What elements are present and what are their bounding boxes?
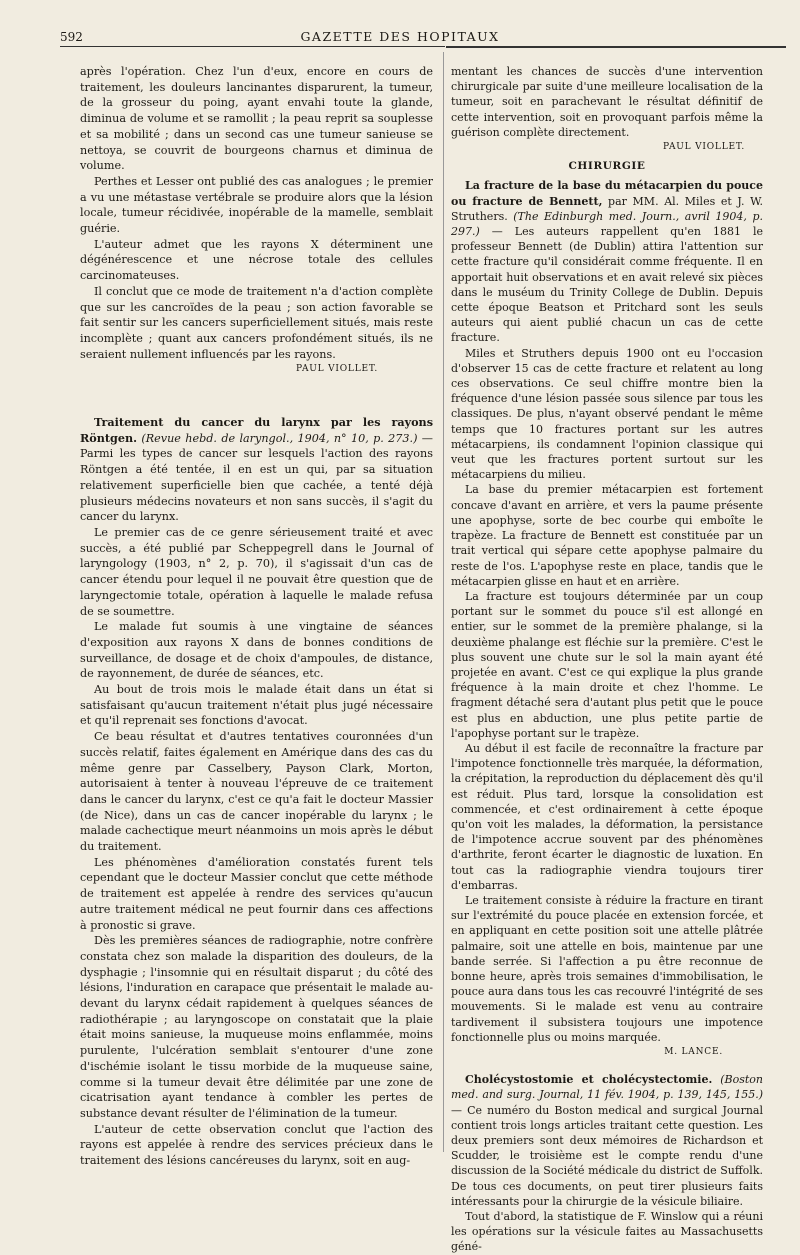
- paragraph: L'auteur admet que les rayons X déterminent une dégénérescence et une nécrose totale des cellules carcinomateuses.: [80, 237, 433, 283]
- article-intro: — Parmi les types de cancer sur lesquels l'action des rayons Röntgen a été tentée, il en est un qui, par sa situation relativement superficielle bien que cachée, a tenté déjà plusieurs médecins novateurs et non sans succès, il s'agit du cancer du larynx.: [80, 431, 433, 524]
- section-title: CHIRURGIE: [568, 160, 646, 173]
- article-source: (The Edinburgh med. Journ., avril 1904, p. 297.): [451, 209, 763, 239]
- paragraph: Le traitement consiste à réduire la fracture en tirant sur l'extrémité du pouce placée en extension forcée, et en appliquant en cette position soit une attelle plâtrée palmaire, soit une attelle en bois, maintenue par une bande serrée. Si l'affection a pu être reconnue de bonne heure, après trois semaines d'immobilisation, le pouce aura dans tous les cas recouvré l'intégrité de ses mouvements. Si le malade est venu au contraire tardivement il subsistera toujours une impotence fonctionnelle plus ou moins marquée.: [451, 893, 763, 1044]
- paragraph: Il conclut que ce mode de traitement n'a d'action complète que sur les cancroïdes de la peau ; son action favorable se fait sentir sur les cancers superficiellement situés, mais reste incomplète ; quant aux cancers profondément situés, ils ne seraient nullement influencés par les rayons.: [80, 284, 433, 361]
- paragraph: L'auteur de cette observation conclut que l'action des rayons est appelée à rendre des services précieux dans le traitement des lésions cancéreuses du larynx, soit en aug-: [80, 1122, 433, 1168]
- header-rule-left: [60, 46, 445, 47]
- paragraph: Perthes et Lesser ont publié des cas analogues ; le premier a vu une métastase vertébrale se produire alors que la lésion locale, tumeur récidivée, inopérable de la mamelle, semblait guérie.: [80, 174, 433, 236]
- paragraph: mentant les chances de succès d'une intervention chirurgicale par suite d'une meilleure localisation de la tumeur, soit en parachevant le résultat définitif de cette intervention, soit en provoquant parfois même la guérison complète directement.: [451, 65, 763, 139]
- article-heading: [80, 415, 433, 525]
- running-head: GAZETTE DES HOPITAUX: [300, 29, 500, 44]
- signature: PAUL VIOLLET.: [662, 142, 745, 153]
- paragraph: La base du premier métacarpien est fortement concave d'avant en arrière, et vers la paume présente une apophyse, sorte de bec courbe qui emboîte le trapèze. La fracture de Bennett est constituée par un trait vertical qui sépare cette apophyse palmaire du reste de l'os. L'apophyse reste en place, tandis que le métacarpien glisse en haut et en arrière.: [451, 483, 763, 588]
- signature: M. LANCE.: [664, 1047, 723, 1057]
- paragraph: Le malade fut soumis à une vingtaine de séances d'exposition aux rayons X dans de bonnes conditions de surveillance, de dosage et de choix d'ampoules, de distance, de rayonnement, de durée de séances, etc.: [80, 620, 433, 681]
- right-column: [451, 64, 763, 1255]
- paragraph: après l'opération. Chez l'un d'eux, encore en cours de traitement, les douleurs lancinantes disparurent, la tumeur, de la grosseur du poing, ayant envahi toute la glande, diminua de volume et se ramollit ; la peau reprit sa souplesse et sa mobilité ; dans un second cas une tumeur sanieuse se nettoya, se couvrit de bourgeons charnus et diminua de volume.: [80, 65, 433, 173]
- article-heading: [451, 1072, 763, 1209]
- paragraph: Ce beau résultat et d'autres tentatives couronnées d'un succès relatif, faites également en Amérique dans des cas du même genre par Casselbery, Payson Clark, Morton, autorisaient à tenter à nouveau l'épreuve de ce traitement dans le cancer du larynx, c'est ce qu'a fait le docteur Massier (de Nice), dans un cas de cancer inopérable du larynx ; le malade cachectique meurt néanmoins un mois après le début du traitement.: [80, 730, 433, 854]
- page-number: 592: [60, 30, 83, 44]
- paragraph: Au bout de trois mois le malade était dans un état si satisfaisant qu'aucun traitement n'était plus jugé nécessaire et qu'il reprenait ses fonctions d'avocat.: [80, 683, 433, 728]
- article-source: (Boston med. and surg. Journal, 11 fév. 1904, p. 139, 145, 155.): [451, 1073, 764, 1102]
- article-title: Cholécystostomie et cholécystectomie.: [465, 1073, 713, 1087]
- article-authors: par MM. Al. Miles et J. W. Struthers.: [451, 194, 763, 223]
- article-title: La fracture de la base du métacarpien du pouce ou fracture de Bennett,: [451, 179, 763, 208]
- paragraph: Au début il est facile de reconnaître la fracture par l'impotence fonctionnelle très marquée, la déformation, la crépitation, la reproduction du déplacement dès qu'il est réduit. Plus tard, lorsque la consolidation est commencée, et c'est ordinairement à cette époque qu'on voit les malades, la déformation, la persistance de l'impotence accrue souvent par des phénomènes d'arthrite, feront écarter le diagnostic de luxation. En tout cas la radiographie viendra toujours tirer d'embarras.: [451, 741, 763, 892]
- article-source: (Revue hebd. de laryngol., 1904, n° 10, p. 273.): [141, 431, 418, 445]
- paragraph: Miles et Struthers depuis 1900 ont eu l'occasion d'observer 15 cas de cette fracture et relatent au long ces observations. Ce seul chiffre montre bien la fréquence d'une lésion passée sous silence par tous les classiques. De plus, n'ayant observé pendant le même temps que 10 fractures portant sur les autres métacarpiens, ils condamnent l'opinion classique qui veut que les fractures portent surtout sur les métacarpiens du milieu.: [451, 346, 763, 482]
- left-column: [80, 64, 433, 1169]
- article-intro: — Ce numéro du Boston medical and surgical Journal contient trois longs articles traitant cette question. Les deux premiers sont deux mémoires de Richardson et Scudder, le troisième est le compte rendu d'une discussion de la Société médicale du district de Suffolk. De tous ces documents, on peut tirer plusieurs faits intéressants pour la chirurgie de la vésicule biliaire.: [451, 1103, 763, 1208]
- article-intro: — Les auteurs rappellent qu'en 1881 le professeur Bennett (de Dublin) attira l'attention sur cette fracture qu'il considérait comme fréquente. Il en apportait huit observations et en avait relevé six pièces dans le muséum du Trinity College de Dublin. Depuis cette époque Beatson et Pritchard sont les seuls auteurs qui aient publié chacun un cas de cette fracture.: [451, 225, 763, 345]
- paragraph: Tout d'abord, la statistique de F. Winslow qui a réuni les opérations sur la vésicule faites au Massachusetts géné-: [451, 1210, 763, 1254]
- spacer: [80, 382, 433, 415]
- article-heading: [451, 178, 763, 345]
- article-title: Traitement du cancer du larynx par les rayons Röntgen.: [80, 415, 433, 445]
- paragraph: La fracture est toujours déterminée par un coup portant sur le sommet du pouce s'il est allongé en entier, sur le sommet de la première phalange, si la deuxième phalange est fléchie sur la première. C'est le plus souvent une chute sur le sol la main ayant été projetée en avant. C'est ce qui explique la plus grande fréquence à la main droite et chez l'homme. Le fragment détaché sera d'autant plus petit que le pouce est plus en abduction, une plus petite partie de l'apophyse portant sur le trapèze.: [451, 589, 763, 740]
- column-divider: [443, 52, 444, 1152]
- paragraph: Dès les premières séances de radiographie, notre confrère constata chez son malade la disparition des douleurs, de la dysphagie ; l'insomnie qui en résultait disparut ; du côté des lésions, l'induration en carapace que présentait le malade au-devant du larynx cédait rapidement à quelques séances de radiothérapie ; au laryngoscope on constatait que la plaie était moins sanieuse, la muqueuse moins enflammée, moins purulente, l'ulcération semblait s'entourer d'une zone d'ischémie isolant le tissu morbide de la muqueuse saine, comme si la tumeur devait être délimitée par une zone de cicatrisation ayant tendance à combler les pertes de substance devant résulter de l'élimination de la tumeur.: [80, 934, 433, 1120]
- signature: PAUL VIOLLET.: [295, 364, 378, 375]
- paragraph: Les phénomènes d'amélioration constatés furent tels cependant que le docteur Massier conclut que cette méthode de traitement est appelée à rendre des services qu'aucun autre traitement médical ne peut fournir dans ces affections à pronostic si grave.: [80, 855, 433, 932]
- paragraph: Le premier cas de ce genre sérieusement traité et avec succès, a été publié par Scheppegrell dans le Journal of laryngology (1903, n° 2, p. 70), il s'agissait d'un cas de cancer étendu pour lequel il ne pouvait être question que de laryngectomie totale, opération à laquelle le malade refusa de se soumettre.: [80, 525, 433, 618]
- spacer: [451, 1064, 763, 1072]
- header-rule-right: [446, 46, 786, 48]
